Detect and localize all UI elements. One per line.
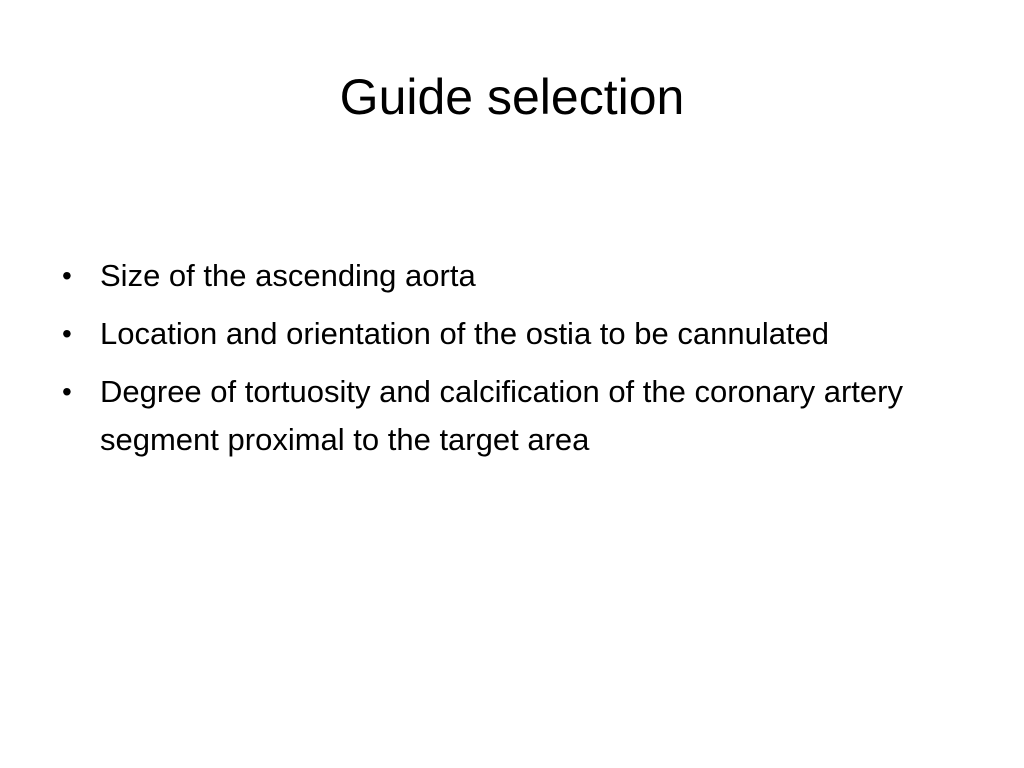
bullet-icon: •	[62, 318, 72, 349]
bullet-text: Degree of tortuosity and calcification of the coronary artery segment proximal to the target area	[100, 374, 903, 457]
bullet-item-2	[62, 310, 982, 358]
bullet-icon: •	[62, 260, 72, 291]
bullet-text: Size of the ascending aorta	[100, 258, 476, 293]
bullet-icon: •	[62, 376, 72, 407]
slide-title: Guide selection	[339, 69, 685, 125]
bullet-text: Location and orientation of the ostia to be cannulated	[100, 316, 830, 351]
bullet-item-3	[62, 368, 982, 464]
bullet-item-1	[62, 252, 982, 300]
bullet-list	[62, 252, 982, 474]
